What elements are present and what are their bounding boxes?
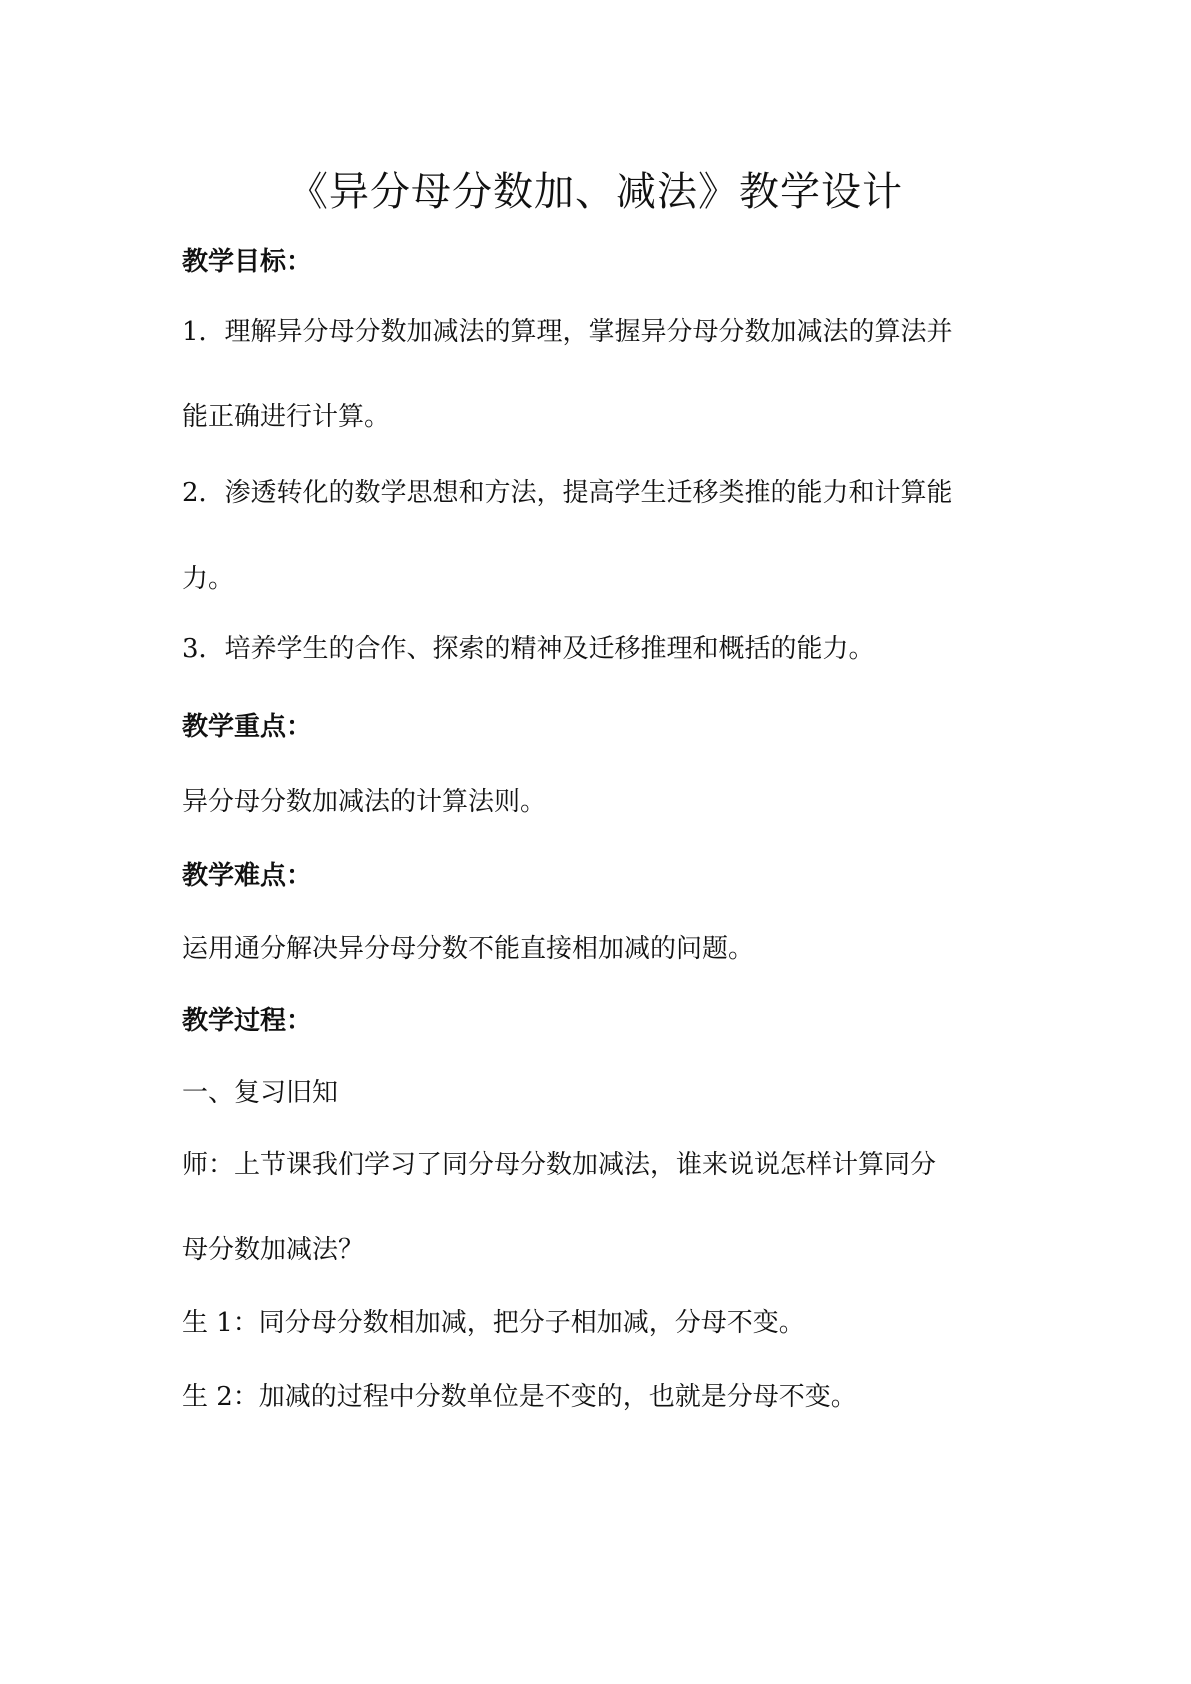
teacher-line-1: 师：上节课我们学习了同分母分数加减法，谁来说说怎样计算同分 bbox=[182, 1150, 937, 1180]
document-title: 《异分母分数加、减法》教学设计 bbox=[288, 169, 903, 215]
difficulties-text: 运用通分解决异分母分数不能直接相加减的问题。 bbox=[182, 934, 755, 964]
goal-1-line-2: 能正确进行计算。 bbox=[182, 402, 391, 432]
goal-2-line-1: 2．渗透转化的数学思想和方法，提高学生迁移类推的能力和计算能 bbox=[182, 478, 953, 508]
heading-difficulties: 教学难点： bbox=[182, 861, 313, 891]
key-points-text: 异分母分数加减法的计算法则。 bbox=[182, 787, 547, 817]
student-2: 生 2：加减的过程中分数单位是不变的，也就是分母不变。 bbox=[182, 1382, 857, 1412]
goal-1-line-1: 1．理解异分母分数加减法的算理，掌握异分母分数加减法的算法并 bbox=[182, 317, 953, 347]
heading-teaching-goals: 教学目标： bbox=[182, 247, 313, 277]
goal-3: 3．培养学生的合作、探索的精神及迁移推理和概括的能力。 bbox=[182, 634, 875, 664]
teacher-line-2: 母分数加减法？ bbox=[182, 1235, 365, 1265]
heading-process: 教学过程： bbox=[182, 1006, 313, 1036]
goal-2-line-2: 力。 bbox=[182, 564, 235, 594]
section-review: 一、复习旧知 bbox=[182, 1078, 339, 1108]
heading-key-points: 教学重点： bbox=[182, 712, 313, 742]
student-1: 生 1：同分母分数相加减，把分子相加减，分母不变。 bbox=[182, 1308, 805, 1338]
